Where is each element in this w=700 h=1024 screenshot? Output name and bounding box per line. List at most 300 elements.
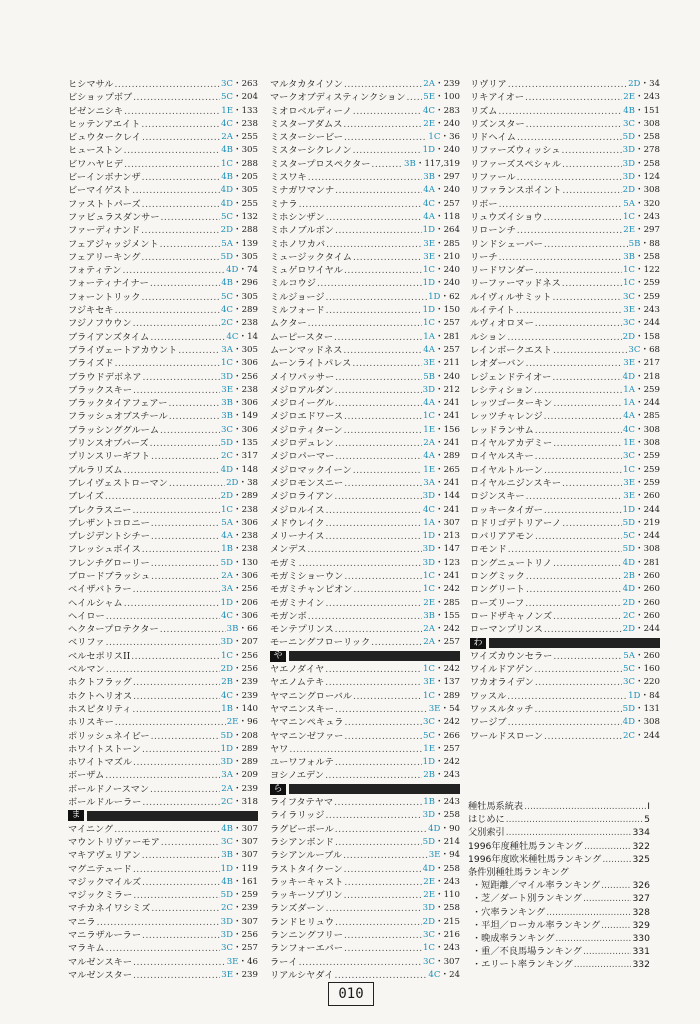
page-num: 308 bbox=[643, 185, 660, 196]
lineage-code: 5B bbox=[423, 371, 435, 382]
page-reference: 2D・289 bbox=[220, 491, 258, 502]
stallion-name: ローズリーフ bbox=[470, 597, 525, 609]
index-entry bbox=[270, 118, 460, 131]
page-reference: 2D・158 bbox=[622, 331, 660, 342]
page-num: 256 bbox=[241, 930, 258, 940]
page-reference: 2E・110 bbox=[423, 890, 460, 901]
index-entry bbox=[270, 902, 460, 915]
page-num: 306 bbox=[241, 424, 258, 435]
page-reference: 4D・90 bbox=[428, 823, 460, 834]
stallion-name: ロイヤルスキー bbox=[470, 451, 534, 463]
page-num: 209 bbox=[241, 770, 258, 781]
index-entry bbox=[270, 344, 460, 357]
section-header bbox=[470, 636, 660, 649]
page-num: 256 bbox=[241, 650, 258, 661]
page-reference: 1D・213 bbox=[422, 531, 460, 542]
page-num: 306 bbox=[241, 610, 258, 621]
page-num: 212 bbox=[443, 384, 460, 395]
contents-entry bbox=[468, 892, 650, 905]
lineage-code: 5B bbox=[628, 238, 641, 249]
leader-dots bbox=[325, 676, 422, 689]
leader-dots bbox=[335, 384, 422, 397]
lineage-code: 1C bbox=[428, 132, 441, 143]
page-reference: 1C・242 bbox=[422, 664, 460, 675]
page-reference: 4C・308 bbox=[622, 424, 660, 435]
index-entry bbox=[470, 118, 660, 131]
page-reference: 3E・211 bbox=[423, 358, 460, 369]
page-num: 214 bbox=[443, 836, 460, 847]
page-reference: 3B・149 bbox=[221, 411, 258, 422]
stallion-name: ホクトヘリオス bbox=[68, 690, 133, 702]
lineage-code: 1C bbox=[622, 211, 635, 222]
leader-dots bbox=[602, 853, 631, 866]
stallion-name: ラシアンルーブル bbox=[270, 850, 343, 862]
page-num: 238 bbox=[241, 384, 258, 395]
index-entry bbox=[68, 756, 258, 769]
page-reference: 3A・305 bbox=[221, 344, 258, 355]
lineage-code: 5D bbox=[622, 544, 635, 555]
leader-dots bbox=[133, 676, 220, 689]
page-reference: 2C・244 bbox=[622, 730, 660, 741]
page-num: 258 bbox=[643, 251, 660, 262]
page-reference: 2E・243 bbox=[423, 876, 460, 887]
stallion-name: メジロイーグル bbox=[270, 398, 334, 410]
page-num: 54 bbox=[449, 703, 460, 714]
leader-dots bbox=[106, 663, 220, 676]
page-num: 296 bbox=[241, 278, 258, 289]
page-reference: 2D・260 bbox=[622, 597, 660, 608]
page-num: 258 bbox=[643, 158, 660, 169]
page-num: 207 bbox=[241, 637, 258, 648]
leader-dots bbox=[553, 291, 622, 304]
page-num: 258 bbox=[443, 810, 460, 821]
page-num: 260 bbox=[643, 491, 660, 502]
page-reference: 3E・217 bbox=[623, 358, 660, 369]
stallion-name: リファーズウィッシュ bbox=[470, 145, 561, 157]
stallion-name: プルラリズム bbox=[68, 464, 123, 476]
page-reference: 5A・306 bbox=[221, 517, 258, 528]
page-num: 210 bbox=[443, 251, 460, 262]
lineage-code: 3D bbox=[220, 371, 233, 382]
page-reference: 1D・289 bbox=[220, 743, 258, 754]
stallion-name: ホリスキー bbox=[68, 717, 114, 729]
page-reference: 4C・239 bbox=[220, 690, 258, 701]
index-column-2 bbox=[270, 78, 460, 982]
lineage-code: 3C bbox=[422, 717, 435, 728]
leader-dots bbox=[506, 813, 643, 826]
lineage-code: 4D bbox=[622, 584, 635, 595]
leader-dots bbox=[115, 357, 220, 370]
index-entry bbox=[270, 158, 460, 171]
index-entry bbox=[270, 863, 460, 876]
leader-dots bbox=[562, 144, 622, 157]
contents-label: 父別索引 bbox=[468, 827, 505, 839]
stallion-name: リファール bbox=[470, 172, 516, 184]
leader-dots bbox=[517, 131, 622, 144]
index-entry bbox=[470, 357, 660, 370]
lineage-code: 3E bbox=[428, 850, 441, 861]
stallion-name: ヨシノエデン bbox=[270, 770, 325, 782]
stallion-name: ロングミック bbox=[470, 570, 525, 582]
lineage-code: 3E bbox=[623, 477, 635, 488]
page-reference: 3B・155 bbox=[423, 610, 460, 621]
index-entry bbox=[270, 78, 460, 91]
stallion-name: ブライヴェートアカウント bbox=[68, 344, 178, 356]
page-num: 259 bbox=[643, 384, 660, 395]
page-reference: 1E・257 bbox=[423, 743, 460, 754]
index-entry bbox=[270, 331, 460, 344]
page-num: 240 bbox=[443, 118, 460, 129]
leader-dots bbox=[335, 397, 423, 410]
index-entry bbox=[68, 530, 258, 543]
index-entry bbox=[68, 823, 258, 836]
leader-dots bbox=[326, 504, 422, 517]
section-kana: や bbox=[270, 651, 286, 662]
stallion-name: ブラックタイアフェアー bbox=[68, 398, 168, 410]
stallion-name: フォーントリック bbox=[68, 291, 141, 303]
index-entry bbox=[270, 663, 460, 676]
stallion-name: プリンスオブバーズ bbox=[68, 438, 149, 450]
index-entry bbox=[470, 224, 660, 237]
lineage-code: 5E bbox=[423, 92, 435, 103]
page-reference: 1D・62 bbox=[428, 291, 460, 302]
index-entry bbox=[270, 716, 460, 729]
lineage-code: 1B bbox=[423, 797, 435, 808]
lineage-code: 5A bbox=[221, 517, 233, 528]
index-entry bbox=[68, 437, 258, 450]
index-entry bbox=[68, 929, 258, 942]
page-reference: 5C・204 bbox=[220, 92, 258, 103]
index-entry bbox=[470, 291, 660, 304]
index-entry bbox=[68, 144, 258, 157]
index-entry bbox=[270, 557, 460, 570]
lineage-code: 1C bbox=[422, 690, 435, 701]
leader-dots bbox=[335, 224, 422, 237]
lineage-code: 3A bbox=[221, 584, 233, 595]
index-entry bbox=[470, 344, 660, 357]
leader-dots bbox=[535, 424, 622, 437]
page-num: 288 bbox=[241, 225, 258, 236]
index-entry bbox=[270, 410, 460, 423]
page-reference: 5D・305 bbox=[220, 251, 258, 262]
leader-dots bbox=[142, 796, 220, 809]
leader-dots bbox=[115, 304, 220, 317]
stallion-name: ボールドルーラー bbox=[68, 797, 142, 809]
page-reference: 3C・308 bbox=[622, 118, 660, 129]
page-num: 117,319 bbox=[424, 158, 460, 169]
leader-dots bbox=[105, 769, 220, 782]
stallion-name: ヤマニングローバル bbox=[270, 690, 353, 702]
leader-dots bbox=[133, 384, 220, 397]
section-bar bbox=[289, 651, 460, 661]
index-entry bbox=[470, 424, 660, 437]
page-num: 305 bbox=[241, 251, 258, 262]
leader-dots bbox=[534, 663, 622, 676]
contents-label: 1996年度欧米種牡馬ランキング bbox=[468, 853, 602, 865]
page-reference: 3E・285 bbox=[423, 238, 460, 249]
leader-dots bbox=[132, 703, 220, 716]
page-num: 66 bbox=[247, 624, 258, 635]
leader-dots bbox=[124, 597, 220, 610]
leader-dots bbox=[124, 464, 220, 477]
index-entry bbox=[68, 543, 258, 556]
stallion-name: プリンスリーギフト bbox=[68, 451, 151, 463]
page-reference: 4A・285 bbox=[623, 411, 660, 422]
lineage-code: 4B bbox=[623, 105, 635, 116]
stallion-name: ラストタイクーン bbox=[270, 863, 343, 875]
page-reference: 5B・88 bbox=[628, 238, 660, 249]
lineage-code: 2C bbox=[220, 318, 233, 329]
page-reference: 1D・240 bbox=[422, 145, 460, 156]
index-entry bbox=[270, 610, 460, 623]
stallion-name: ラシアンボンド bbox=[270, 836, 334, 848]
index-entry bbox=[270, 397, 460, 410]
lineage-code: 4C bbox=[428, 969, 441, 980]
index-entry bbox=[68, 663, 258, 676]
page-num: 96 bbox=[247, 717, 258, 728]
leader-dots bbox=[371, 636, 422, 649]
stallion-name: ミルジョージ bbox=[270, 291, 325, 303]
leader-dots bbox=[343, 118, 422, 131]
page-num: 260 bbox=[643, 570, 660, 581]
stallion-name: マグニテュード bbox=[68, 863, 132, 875]
page-reference: 3C・259 bbox=[622, 451, 660, 462]
leader-dots bbox=[106, 636, 220, 649]
leader-dots bbox=[335, 836, 422, 849]
page-num: 135 bbox=[241, 438, 258, 449]
stallion-name: ラーイ bbox=[270, 956, 298, 968]
lineage-code: 1D bbox=[622, 504, 635, 515]
stallion-name: ミホノブルボン bbox=[270, 225, 334, 237]
index-entry bbox=[270, 623, 460, 636]
stallion-name: マチカネイワシミズ bbox=[68, 903, 151, 915]
index-entry bbox=[68, 304, 258, 317]
lineage-code: 2E bbox=[423, 118, 435, 129]
page-num: 217 bbox=[643, 358, 660, 369]
leader-dots bbox=[308, 171, 422, 184]
index-entry bbox=[270, 517, 460, 530]
contents-entry bbox=[468, 906, 650, 919]
index-entry bbox=[270, 583, 460, 596]
stallion-name: モガミ bbox=[270, 557, 298, 569]
lineage-code: 5D bbox=[220, 438, 233, 449]
page-reference: 5B・240 bbox=[423, 371, 460, 382]
stallion-name: ポリッシュネイビー bbox=[68, 730, 150, 742]
lineage-code: 1C bbox=[622, 265, 635, 276]
leader-dots bbox=[124, 144, 221, 157]
stallion-name: ワッスルタッチ bbox=[470, 703, 534, 715]
leader-dots bbox=[353, 690, 422, 703]
lineage-code: 4D bbox=[220, 185, 233, 196]
index-column-1 bbox=[68, 78, 258, 982]
lineage-code: 4C bbox=[226, 331, 239, 342]
index-entry bbox=[470, 144, 660, 157]
lineage-code: 3E bbox=[423, 251, 435, 262]
page-reference: 1C・242 bbox=[422, 584, 460, 595]
index-entry bbox=[470, 490, 660, 503]
leader-dots bbox=[142, 743, 220, 756]
leader-dots bbox=[344, 78, 422, 91]
index-entry bbox=[470, 530, 660, 543]
stallion-name: ローマンプリンス bbox=[470, 624, 543, 636]
index-entry bbox=[470, 623, 660, 636]
page-num: 263 bbox=[241, 79, 258, 89]
index-entry bbox=[270, 277, 460, 290]
page-num: 307 bbox=[241, 850, 258, 861]
leader-dots bbox=[353, 464, 423, 477]
page-num: 308 bbox=[643, 424, 660, 435]
index-entry bbox=[68, 357, 258, 370]
leader-dots bbox=[553, 610, 622, 623]
lineage-code: 1D bbox=[422, 278, 435, 289]
lineage-code: 1D bbox=[220, 743, 233, 754]
stallion-name: メジロティターン bbox=[270, 424, 343, 436]
page-num: 244 bbox=[643, 398, 660, 409]
leader-dots bbox=[584, 840, 631, 853]
page-reference: 2A・239 bbox=[423, 79, 460, 89]
page-reference: 4A・238 bbox=[221, 531, 258, 542]
contents-entry bbox=[468, 932, 650, 945]
lineage-code: 3E bbox=[623, 491, 635, 502]
stallion-name: ファビュラスダンサー bbox=[68, 211, 160, 223]
lineage-code: 4A bbox=[423, 398, 435, 409]
contents-page: 330 bbox=[632, 932, 650, 944]
lineage-code: 2C bbox=[622, 730, 635, 741]
page-reference: 4D・258 bbox=[422, 863, 460, 874]
page-reference: 4D・218 bbox=[622, 371, 660, 382]
page-reference: 2D・308 bbox=[622, 185, 660, 196]
page-num: 160 bbox=[643, 664, 660, 675]
lineage-code: 4D bbox=[622, 371, 635, 382]
stallion-name: ヘクタープロテクター bbox=[68, 624, 159, 636]
stallion-name: ヒューストン bbox=[68, 145, 123, 157]
index-entry bbox=[68, 676, 258, 689]
page-reference: 4A・240 bbox=[423, 185, 460, 196]
stallion-name: ヤエノダイヤ bbox=[270, 664, 325, 676]
page-reference: 1C・240 bbox=[422, 265, 460, 276]
stallion-name: ロイヤルニジンスキー bbox=[470, 477, 562, 489]
stallion-name: ミホシンザン bbox=[270, 211, 325, 223]
leader-dots bbox=[535, 264, 622, 277]
index-entry bbox=[68, 703, 258, 716]
lineage-code: 5D bbox=[220, 730, 233, 741]
index-entry bbox=[270, 450, 460, 463]
lineage-code: 4A bbox=[423, 211, 435, 222]
lineage-code: 2D bbox=[220, 664, 233, 675]
lineage-code: 2B bbox=[623, 570, 635, 581]
page-reference: 1D・240 bbox=[422, 278, 460, 289]
lineage-code: 3C bbox=[422, 956, 435, 967]
lineage-code: 1C bbox=[422, 570, 435, 581]
stallion-name: ロードザキャノンズ bbox=[470, 610, 553, 622]
contents-label: はじめに bbox=[468, 814, 505, 826]
leader-dots bbox=[131, 650, 220, 663]
page-num: 90 bbox=[449, 823, 460, 834]
stallion-name: ヘイルシャム bbox=[68, 597, 123, 609]
leader-dots bbox=[524, 800, 646, 813]
lineage-code: 1C bbox=[622, 464, 635, 475]
stallion-name: フレッシュボイス bbox=[68, 544, 141, 556]
leader-dots bbox=[133, 863, 220, 876]
index-entry bbox=[68, 876, 258, 889]
page-reference: 5D・131 bbox=[622, 703, 660, 714]
page-reference: 2D・288 bbox=[220, 225, 258, 236]
index-entry bbox=[68, 849, 258, 862]
index-entry bbox=[270, 105, 460, 118]
leader-dots bbox=[325, 517, 422, 530]
page-num: 119 bbox=[241, 863, 258, 874]
page-num: 74 bbox=[247, 265, 258, 276]
stallion-name: ファストトパーズ bbox=[68, 198, 141, 210]
contents-page: I bbox=[647, 801, 650, 812]
index-entry bbox=[270, 490, 460, 503]
page-num: 257 bbox=[443, 344, 460, 355]
page-num: 258 bbox=[643, 132, 660, 143]
stallion-name: ワイルドアゲン bbox=[470, 664, 534, 676]
lineage-code: 2D bbox=[226, 477, 239, 488]
leader-dots bbox=[562, 477, 622, 490]
stallion-name: フラッシュオブスチール bbox=[68, 411, 168, 423]
page-num: 84 bbox=[649, 690, 660, 701]
page-num: 62 bbox=[449, 291, 460, 302]
page-reference: 2A・242 bbox=[423, 624, 460, 635]
leader-dots bbox=[150, 277, 220, 290]
page-num: 281 bbox=[643, 557, 660, 568]
stallion-name: モンテプリンス bbox=[270, 624, 334, 636]
lineage-code: 5D bbox=[622, 703, 635, 714]
index-entry bbox=[270, 690, 460, 703]
contents-entry bbox=[468, 853, 650, 866]
page-reference: 4C・289 bbox=[220, 305, 258, 316]
leader-dots bbox=[142, 929, 220, 942]
index-entry bbox=[68, 477, 258, 490]
stallion-name: ホクトフラッグ bbox=[68, 677, 132, 689]
leader-dots bbox=[161, 836, 220, 849]
page-num: 243 bbox=[643, 92, 660, 103]
page-reference: 4D・305 bbox=[220, 185, 258, 196]
leader-dots bbox=[161, 211, 220, 224]
page-reference: 5A・320 bbox=[623, 198, 660, 209]
stallion-name: メジロエドワース bbox=[270, 411, 344, 423]
leader-dots bbox=[150, 437, 220, 450]
leader-dots bbox=[335, 756, 422, 769]
index-entry bbox=[270, 264, 460, 277]
stallion-name: リヴリア bbox=[470, 79, 507, 90]
page-num: 306 bbox=[241, 398, 258, 409]
leader-dots bbox=[143, 371, 220, 384]
stallion-name: フジノフウウン bbox=[68, 318, 132, 330]
stallion-name: ビュウタークレイ bbox=[68, 132, 141, 144]
page-num: 206 bbox=[241, 597, 258, 608]
contents-label: ・エリート率ランキング bbox=[472, 959, 573, 971]
page-num: 297 bbox=[643, 225, 660, 236]
contents-page: 326 bbox=[632, 880, 650, 892]
lineage-code: 3E bbox=[428, 703, 441, 714]
stallion-name: ムクター bbox=[270, 318, 307, 330]
stallion-name: マニラ bbox=[68, 916, 96, 928]
page-reference: 5C・160 bbox=[622, 664, 660, 675]
leader-dots bbox=[160, 238, 221, 251]
page-num: 283 bbox=[443, 105, 460, 116]
page-num: 264 bbox=[443, 225, 460, 236]
page-num: 259 bbox=[241, 890, 258, 901]
stallion-name: ランニングフリー bbox=[270, 930, 343, 941]
leader-dots bbox=[343, 344, 422, 357]
leader-dots bbox=[142, 543, 220, 556]
stallion-name: ホワイトマズル bbox=[68, 757, 133, 769]
stallion-name: ミュゲロワイヤル bbox=[270, 265, 343, 277]
index-entry bbox=[470, 716, 660, 729]
